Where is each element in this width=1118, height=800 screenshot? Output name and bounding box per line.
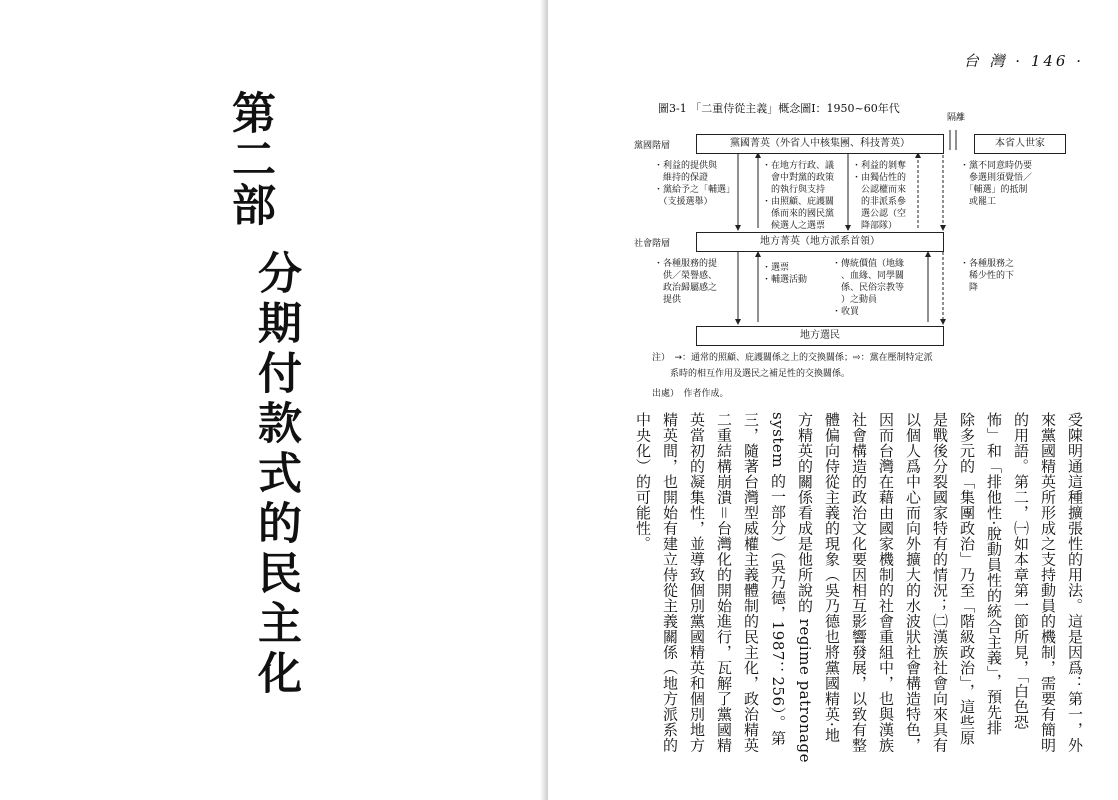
body-column: 三，隨著台灣型威權主義體制的民主化，政治精英 bbox=[742, 412, 760, 753]
list-item: ・由照顧、庇護關 bbox=[762, 197, 835, 207]
list-item: 降 bbox=[960, 283, 979, 293]
body-column: 以個人爲中心而向外擴大的水波狀社會構造特色， bbox=[904, 412, 922, 753]
list-item: 政治歸屬感之 bbox=[654, 283, 718, 293]
body-column: 來黨國精英所形成之支持動員的機制，需要有簡明 bbox=[1039, 412, 1057, 753]
part-title: 分期付款式的民主化 bbox=[250, 250, 301, 700]
list-item: （支援選舉） bbox=[654, 197, 713, 207]
left-page bbox=[0, 0, 548, 800]
list-item: 係而來的國民黨 bbox=[762, 209, 835, 219]
body-column: 英當初的凝集性，並導致個別黨國精英和個別地方 bbox=[688, 412, 706, 753]
list-item: 的非派系參 bbox=[852, 197, 907, 207]
list-item: ・收買 bbox=[832, 307, 860, 317]
isolation-label: 隔離 bbox=[947, 113, 966, 123]
box-voters: 地方選民 bbox=[696, 326, 944, 346]
list-item: 「輔選」的抵制 bbox=[960, 185, 1028, 195]
list-item: ・由獨佔性的 bbox=[852, 173, 907, 183]
list-upper-left bbox=[654, 160, 735, 208]
list-item: 選公認（空 bbox=[852, 209, 907, 219]
list-item: 會中對黨的政策 bbox=[762, 173, 835, 183]
list-item: ・各種服務之 bbox=[960, 259, 1015, 269]
body-column: 中央化）的可能性。 bbox=[634, 412, 652, 552]
list-item: 維持的保證 bbox=[654, 173, 709, 183]
body-column: 受陳明通這種擴張性的用法。這是因爲：第一，外 bbox=[1066, 412, 1084, 753]
level-label-society: 社會階層 bbox=[634, 239, 671, 249]
list-lower-right bbox=[960, 258, 1014, 294]
figure-source: 出處） 作者作成。 bbox=[652, 389, 729, 399]
body-column: 精英間，也開始有建立侍從主義關係（地方派系的 bbox=[661, 412, 679, 753]
list-item: ・傳統價值（地緣 bbox=[832, 259, 905, 269]
list-item: ・輔選活動 bbox=[762, 275, 808, 285]
list-item: 提供 bbox=[654, 295, 682, 305]
box-provincial-gentry: 本省人世家 bbox=[974, 134, 1066, 154]
body-column: 社會構造的政治文化要因相互影響發展，以致有整 bbox=[850, 412, 868, 753]
list-item: ・在地方行政、議 bbox=[762, 161, 835, 171]
list-upper-mid2 bbox=[852, 160, 906, 232]
box-local-elite: 地方菁英（地方派系首領） bbox=[696, 232, 944, 252]
list-item: ・黨不同意時仍要 bbox=[960, 161, 1033, 171]
body-column: 方精英的關係看成是他所說的 regime patronage bbox=[796, 412, 814, 763]
list-item: ・選票 bbox=[762, 263, 790, 273]
body-column: 除多元的「集團政治」乃至「階級政治」，這些原 bbox=[958, 412, 976, 746]
body-text bbox=[608, 412, 1088, 772]
list-item: 參選則須覺悟／ bbox=[960, 173, 1033, 183]
list-item: 係、民俗宗教等 bbox=[832, 283, 905, 293]
body-column: system 的一部分）（吳乃德，1987：256）。第 bbox=[769, 412, 787, 746]
list-item: 供／榮譽感、 bbox=[654, 271, 718, 281]
list-lower-left bbox=[654, 258, 717, 306]
figure-note-line2: 系時的相互作用及選民之補足性的交換關係。 bbox=[652, 369, 851, 379]
list-item: 候選人之選票 bbox=[762, 221, 826, 231]
body-column: 是戰後分裂國家特有的情況；㈡漢族社會向來具有 bbox=[931, 412, 949, 753]
list-item: 或罷工 bbox=[960, 197, 997, 207]
list-item: 公認權而來 bbox=[852, 185, 907, 195]
part-label: 第二部 bbox=[224, 90, 275, 228]
list-item: 的執行與支持 bbox=[762, 185, 826, 195]
figure-note-line1: 注） →：通常的照顧、庇護關係之上的交換關係；⇨：黨在壓制特定派 bbox=[652, 353, 933, 363]
list-upper-mid bbox=[762, 160, 834, 232]
list-item: 稀少性的下 bbox=[960, 271, 1015, 281]
list-item: ・黨給予之「輔選」 bbox=[654, 185, 736, 195]
body-column: 怖」和「排他性·脫動員性的統合主義」，預先排 bbox=[985, 412, 1003, 736]
list-item: ・各種服務的提 bbox=[654, 259, 718, 269]
box-national-elite: 黨國菁英（外省人中核集團、科技菁英） bbox=[696, 134, 944, 154]
body-column: 因而台灣在藉由國家機制的社會重組中，也與漢族 bbox=[877, 412, 895, 753]
figure-caption: 圖3-1 「二重侍從主義」概念圖Ⅰ：1950~60年代 bbox=[658, 102, 900, 115]
list-item: ）之動員 bbox=[832, 295, 878, 305]
list-item: 、血緣、同學關 bbox=[832, 271, 905, 281]
list-item: ・利益的提供與 bbox=[654, 161, 718, 171]
right-page bbox=[548, 0, 1118, 800]
list-lower-mid2 bbox=[832, 258, 904, 318]
running-head: 台 灣 · 146 · bbox=[963, 52, 1084, 70]
list-item: 降部隊） bbox=[852, 221, 898, 231]
list-lower-mid bbox=[762, 262, 807, 286]
body-column: 二重結構崩潰＝台灣化的開始進行，瓦解了黨國精 bbox=[715, 412, 733, 754]
list-upper-right bbox=[960, 160, 1032, 208]
list-item: ・利益的剝奪 bbox=[852, 161, 907, 171]
level-label-party-state: 黨國階層 bbox=[634, 141, 671, 151]
body-column: 的用語。第二，㈠如本章第一節所見，「白色恐 bbox=[1012, 412, 1030, 730]
body-column: 體偏向侍從主義的現象（吳乃德也將黨國精英·地 bbox=[823, 412, 841, 743]
